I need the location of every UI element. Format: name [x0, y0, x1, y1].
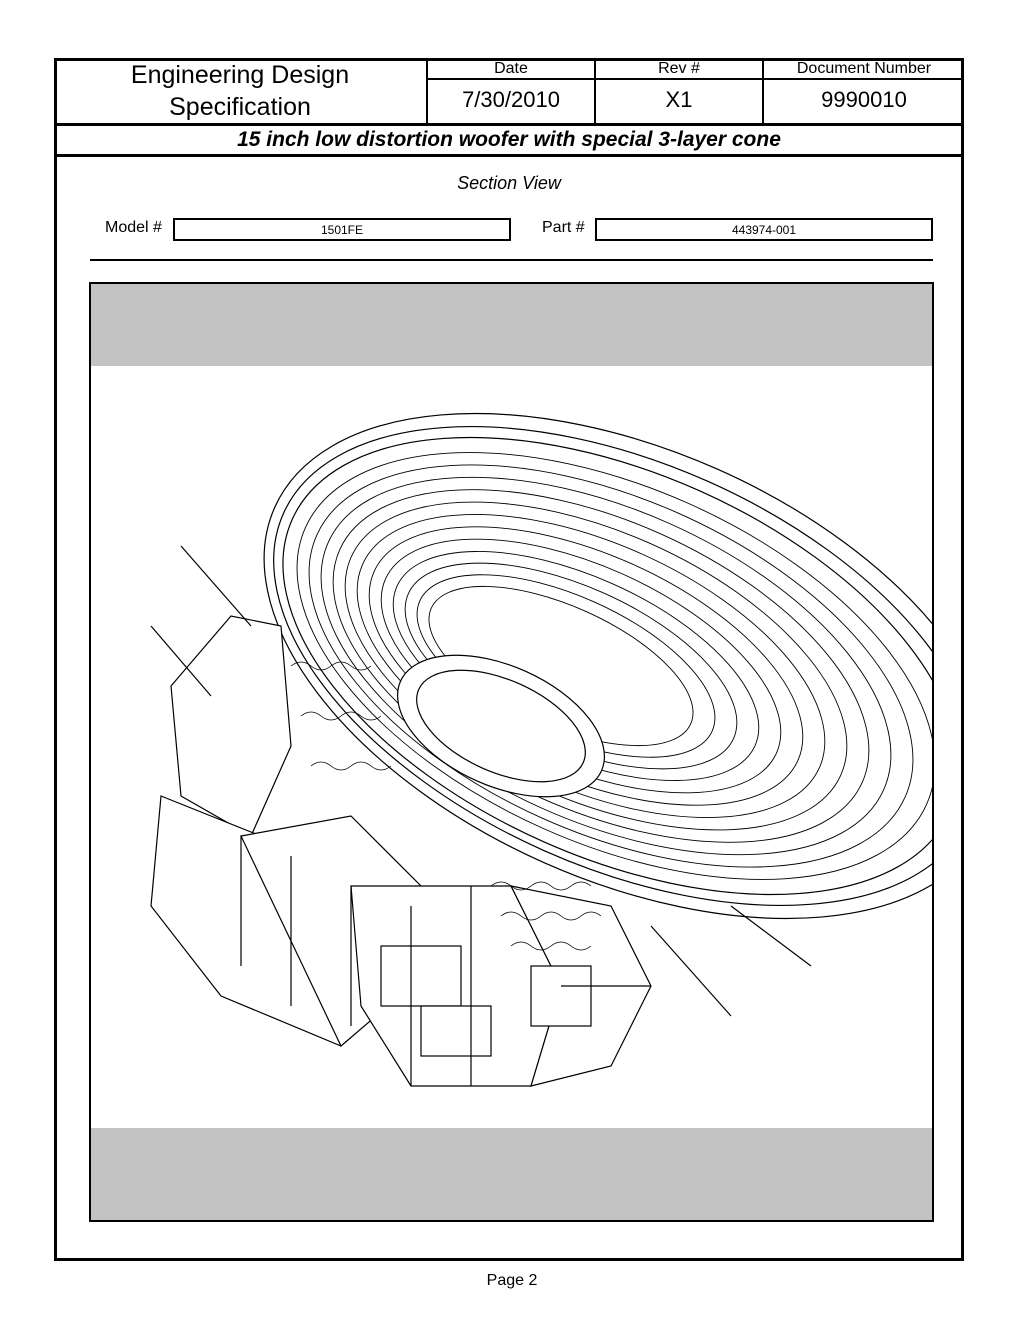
title-line-1: Engineering Design — [130, 61, 350, 89]
date-value: 7/30/2010 — [462, 87, 560, 112]
figure-top-band — [91, 284, 932, 366]
model-label: Model # — [105, 219, 162, 236]
woofer-section-drawing — [91, 366, 932, 1130]
document-number-label: Document Number — [764, 58, 964, 80]
dust-cap — [376, 626, 626, 825]
document-number-cell — [764, 58, 964, 124]
rev-value: X1 — [665, 87, 693, 112]
subtitle-divider — [54, 154, 964, 157]
date-cell — [428, 58, 596, 124]
part-label: Part # — [542, 219, 585, 236]
document-subtitle: 15 inch low distortion woofer with special 3-layer cone — [237, 128, 781, 151]
section-divider — [90, 259, 933, 261]
page-number: Page 2 — [486, 1272, 538, 1289]
section-view-figure — [89, 282, 934, 1222]
figure-bottom-band — [91, 1128, 932, 1220]
document-number-value: 9990010 — [821, 87, 907, 112]
rev-label: Rev # — [596, 58, 762, 80]
section-view-heading: Section View — [457, 173, 561, 193]
part-field: 443974-001 — [595, 218, 933, 241]
title-line-2: Specification — [169, 93, 311, 121]
model-field: 1501FE — [173, 218, 511, 241]
rev-cell — [596, 58, 764, 124]
document-title — [54, 58, 428, 124]
date-label: Date — [428, 58, 594, 80]
